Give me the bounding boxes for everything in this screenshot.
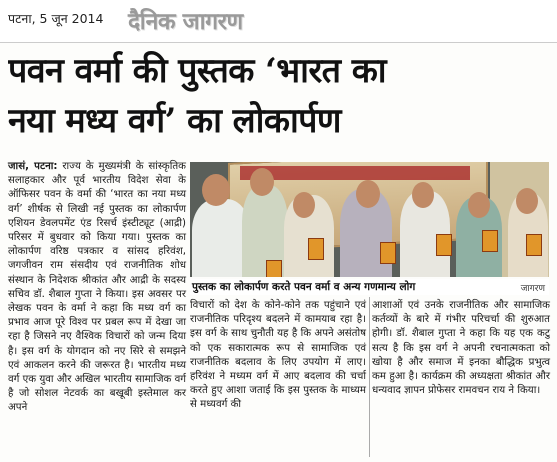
article-column-3 — [372, 299, 550, 398]
event-photo — [190, 162, 549, 277]
caption-text: पुस्तक का लोकार्पण करते पवन वर्मा व अन्य गणमान्य लोग — [192, 281, 416, 293]
column-1-text: राज्य के मुख्यमंत्री के सांस्कृतिक सलाहकार और पूर्व भारतीय विदेश सेवा के ऑफिसर पवन के वर्मा की ‘भारत का नया मध्य वर्ग’ शीर्षक से लिखी नई पुस्तक का लोकार्पण एशियन डेवलपमेंट एंड रिसर्च इंस्टीट्यूट (आद्री) परिसर में बुधवार को किया गया। पुस्तक का लोकार्पण वरिष्ठ पत्रकार व सांसद हरिवंश, जगजीवन राम संसदीय एवं राजनीतिक शोध संस्थान के निदेशक श्रीकांत और आद्री के सदस्य सचिव डॉ. शैबाल गुप्ता ने किया। इस अवसर पर लेखक पवन के वर्मा ने कहा कि मध्य वर्ग का प्रभाव आज पूरे विश्व पर प्रबल रूप में देखा जा रहा है जिसने नए वैश्विक विचारों को जन्म दिया है। इस वर्ग के योगदान को नए सिरे से समझने एवं आकलन करने की जरूरत है। भारतीय मध्य वर्ग एक युवा और अखिल भारतीय सामाजिक वर्ग है जो सोशल नेटवर्क का बखूबी इस्तेमाल कर अपने — [8, 161, 186, 414]
headline — [8, 46, 553, 146]
banner-title-strip — [240, 166, 470, 180]
column-2-text: विचारों को देश के कोने-कोने तक पहुंचाने एवं राजनीतिक परिदृश्य बदलने में कामयाब रहा है। इस वर्ग के साथ चुनौती यह है कि अपने असंतोष को एक सकारात्मक रूप से सामाजिक एवं राजनीतिक बदलाव के लिए उपयोग में लाए। हरिवंश ने मध्यम वर्ग में आए बदलाव की चर्चा करते हुए आशा जताई कि इस पुस्तक के माध्यम से मध्यवर्ग की — [190, 300, 366, 411]
book-6 — [526, 234, 542, 256]
photo-credit: जागरण — [520, 284, 545, 294]
person-7-head — [516, 188, 538, 214]
newspaper-name: दैनिक जागरण — [128, 9, 243, 35]
masthead — [0, 0, 557, 42]
dateline: पटना, 5 जून 2014 — [8, 11, 104, 26]
column-3-text: आशाओं एवं उनके राजनीतिक और सामाजिक कर्तव्यों के बारे में गंभीर परिचर्चा की शुरुआत होगी। डॉ. शैबाल गुप्ता ने कहा कि यह एक कटु सत्य है कि इस वर्ग ने अपनी रचनात्मकता को खोया है और समाज में इनका बौद्धिक प्रभुत्व कम हुआ है। कार्यक्रम की अध्यक्षता श्रीकांत और धन्यवाद ज्ञापन प्रोफेसर रामवचन राय ने किया। — [372, 300, 550, 397]
person-5-head — [412, 182, 434, 208]
person-2-head — [250, 168, 274, 196]
person-6-head — [468, 192, 490, 218]
book-4 — [436, 234, 452, 256]
person-4-head — [356, 180, 380, 208]
book-5 — [482, 230, 498, 252]
book-2 — [308, 238, 324, 260]
book-3 — [380, 242, 396, 264]
person-1-head — [202, 174, 230, 206]
article-column-1 — [8, 160, 186, 416]
headline-line-1: पवन वर्मा की पुस्तक ‘भारत का — [8, 51, 387, 91]
byline: जासं, पटना: — [8, 161, 58, 172]
person-3-head — [293, 192, 315, 218]
book-1 — [266, 260, 282, 277]
photo-caption — [190, 279, 549, 295]
column-divider — [369, 297, 370, 457]
masthead-divider — [0, 42, 557, 43]
headline-line-2: नया मध्य वर्ग’ का लोकार्पण — [8, 101, 341, 141]
article-column-2 — [190, 299, 366, 413]
